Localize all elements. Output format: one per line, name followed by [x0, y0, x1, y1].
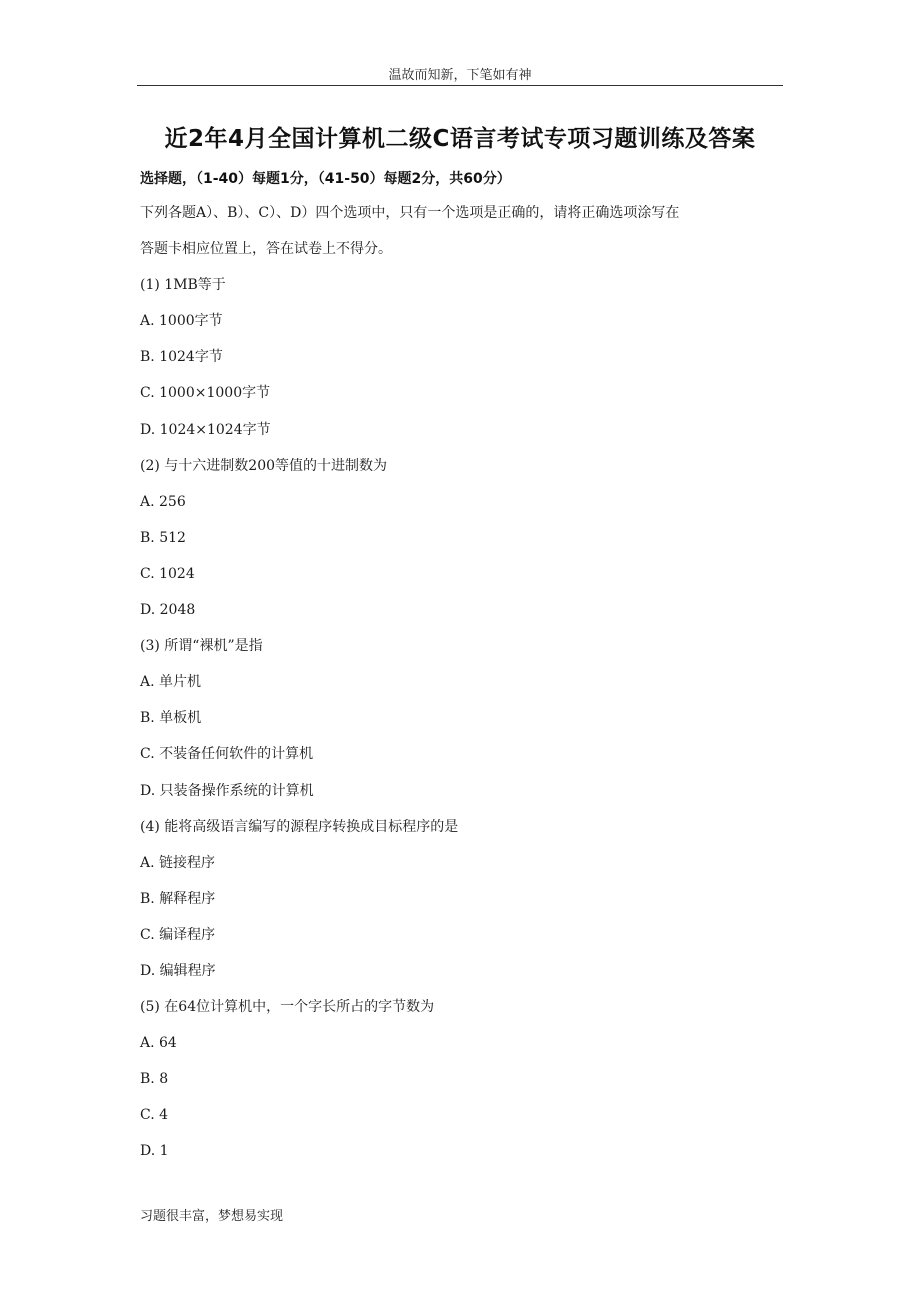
document-title: 近2年4月全国计算机二级C语言考试专项习题训练及答案	[164, 126, 756, 152]
instruction-line: 答题卡相应位置上，答在试卷上不得分。	[140, 241, 392, 258]
question-option: B. 1024字节	[140, 349, 223, 366]
question-option: B. 解释程序	[140, 890, 216, 907]
question-option: D. 2048	[140, 602, 196, 619]
question-2	[140, 453, 790, 633]
question-option: C. 编译程序	[140, 926, 216, 943]
question-option: A. 链接程序	[140, 854, 216, 871]
question-option: C. 4	[140, 1107, 169, 1124]
question-stem: (4) 能将高级语言编写的源程序转换成目标程序的是	[140, 818, 459, 835]
question-option: D. 只装备操作系统的计算机	[140, 782, 314, 799]
question-stem: (3) 所谓“裸机”是指	[140, 638, 263, 655]
question-stem: (2) 与十六进制数200等值的十进制数为	[140, 457, 388, 474]
section-heading: 选择题，（1-40）每题1分，（41-50）每题2分，共60分）	[140, 171, 511, 187]
question-option: A. 1000字节	[140, 313, 223, 330]
question-option: D. 1	[140, 1143, 169, 1160]
question-option: A. 256	[140, 493, 186, 510]
question-option: D. 编辑程序	[140, 962, 216, 979]
question-5	[140, 994, 790, 1174]
question-option: C. 不装备任何软件的计算机	[140, 746, 314, 763]
question-option: A. 64	[140, 1035, 177, 1052]
question-option: B. 512	[140, 529, 186, 546]
page-footer: 习题很丰富，梦想易实现	[140, 1209, 284, 1224]
header-divider	[137, 85, 783, 86]
question-3	[140, 633, 790, 813]
document-body	[140, 200, 790, 1175]
question-option: C. 1000×1000字节	[140, 385, 271, 402]
question-option: B. 单板机	[140, 710, 202, 727]
instruction-line: 下列各题A）、B）、C）、D）四个选项中，只有一个选项是正确的，请将正确选项涂写在	[140, 205, 680, 221]
question-1	[140, 272, 790, 452]
question-option: C. 1024	[140, 565, 195, 582]
question-option: D. 1024×1024字节	[140, 421, 271, 438]
question-stem: (1) 1MB等于	[140, 277, 226, 294]
question-4	[140, 814, 790, 994]
question-option: B. 8	[140, 1071, 169, 1088]
question-option: A. 单片机	[140, 674, 202, 691]
page-header: 温故而知新，下笔如有神	[388, 68, 532, 83]
question-stem: (5) 在64位计算机中，一个字长所占的字节数为	[140, 999, 435, 1016]
